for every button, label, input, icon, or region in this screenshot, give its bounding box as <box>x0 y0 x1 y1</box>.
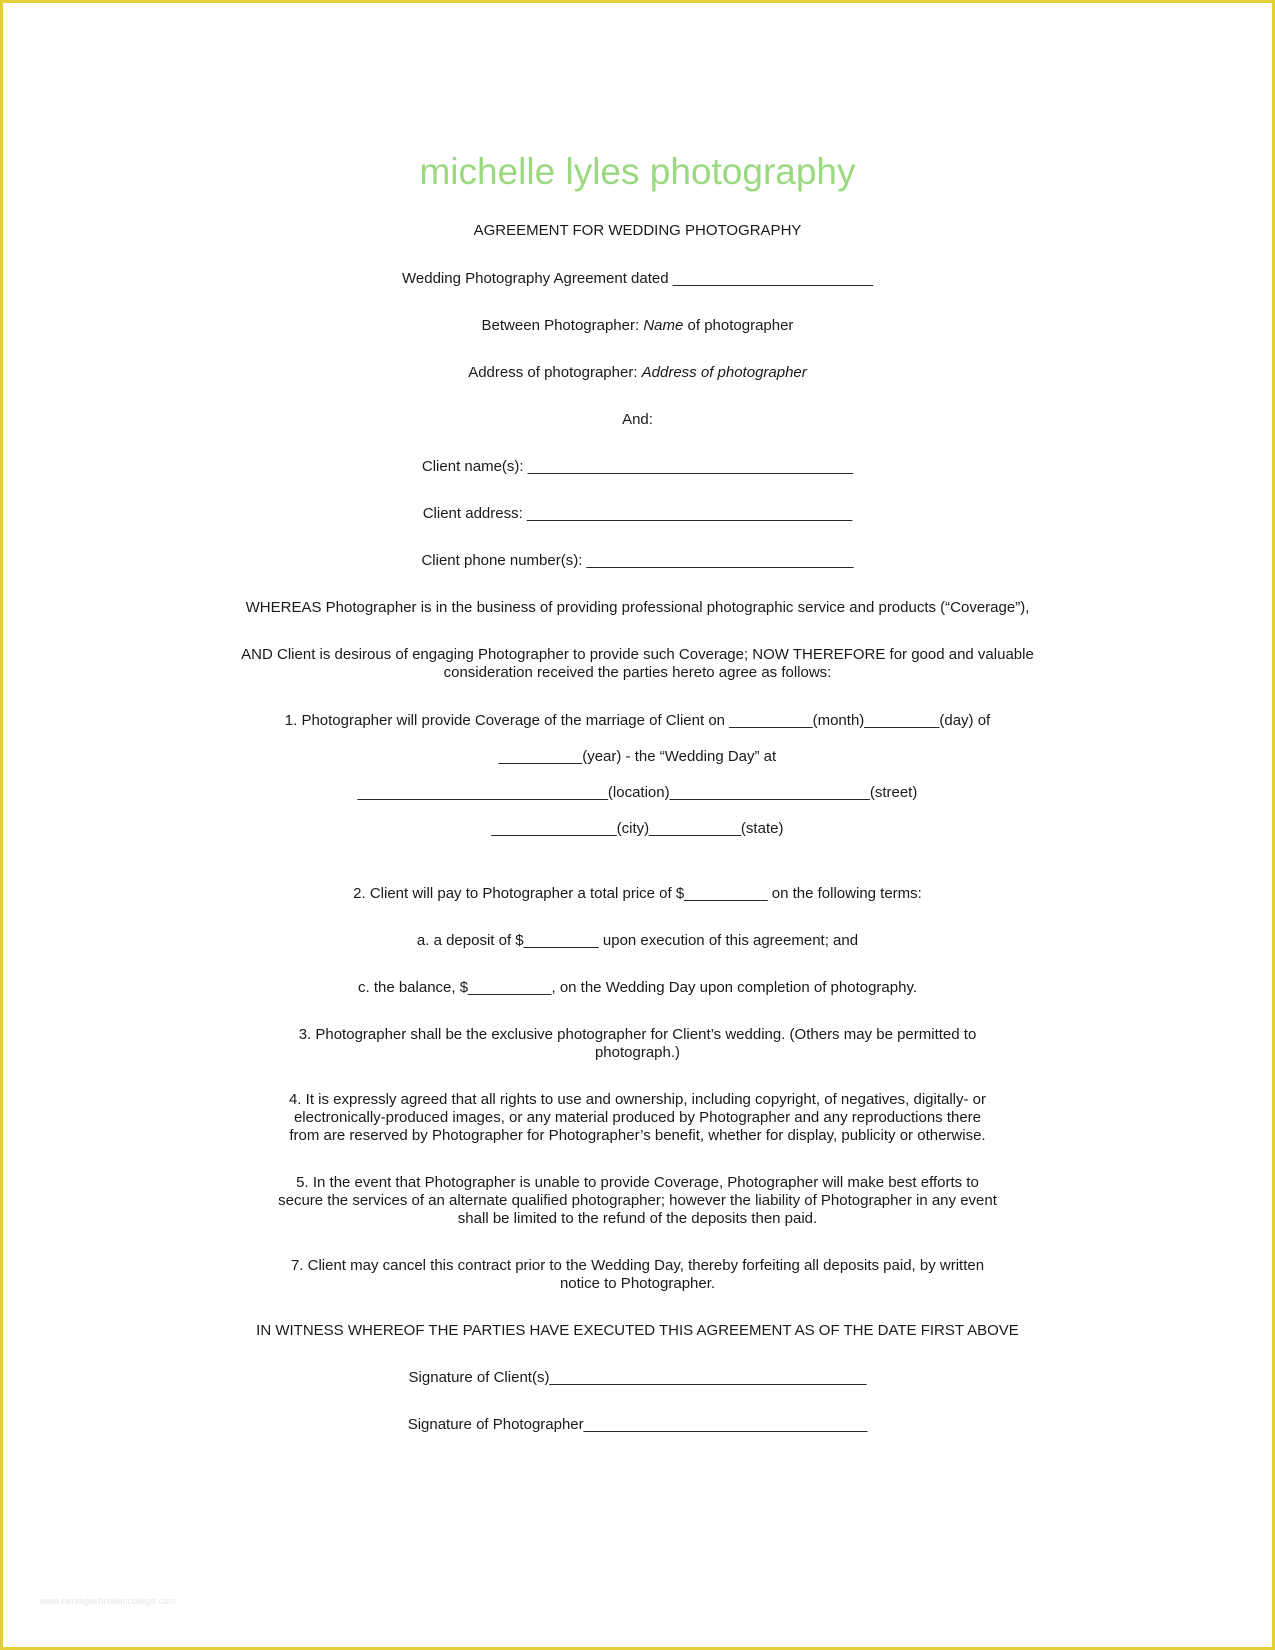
clause-1-line-4: _______________(city)___________(state) <box>491 820 784 837</box>
clause-3 <box>0 1026 1275 1062</box>
clause-4 <box>0 1091 1275 1145</box>
clause-1-line-2: __________(year) - the “Wedding Day” at <box>498 748 777 765</box>
brand-title: michelle lyles photography <box>419 151 856 192</box>
clause-5 <box>0 1174 1275 1228</box>
client-address-line: Client address: _______________________________________ <box>422 505 853 522</box>
clause-2a: a. a deposit of $_________ upon execution of this agreement; and <box>416 932 859 949</box>
between-italic: Name <box>643 317 684 334</box>
between-photographer-line <box>0 317 1275 335</box>
address-prefix: Address of photographer: <box>468 364 642 381</box>
clause-4-line-2: electronically-produced images, or any material produced by Photographer and any reproductions there <box>293 1109 982 1126</box>
signature-photographer-line: Signature of Photographer__________________________________ <box>407 1416 868 1433</box>
clause-1-line-1: 1. Photographer will provide Coverage of the marriage of Client on __________(month)_________(day) of <box>284 712 991 729</box>
clause-2c: c. the balance, $__________, on the Wedding Day upon completion of photography. <box>357 979 918 996</box>
between-prefix: Between Photographer: <box>481 317 644 334</box>
and-line: And: <box>622 411 653 428</box>
clause-3-line-1: 3. Photographer shall be the exclusive photographer for Client’s wedding. (Others may be permitted to <box>298 1026 977 1043</box>
whereas-paragraph: WHEREAS Photographer is in the business of providing professional photographic service and products (“Coverage”), <box>245 599 1030 616</box>
and-client-line-1: AND Client is desirous of engaging Photographer to provide such Coverage; NOW THEREFORE for good and valuable <box>241 646 1034 663</box>
clause-4-line-1: 4. It is expressly agreed that all rights to use and ownership, including copyright, of negatives, digitally- or <box>288 1091 987 1108</box>
witness-line: IN WITNESS WHEREOF THE PARTIES HAVE EXECUTED THIS AGREEMENT AS OF THE DATE FIRST ABOVE <box>256 1322 1019 1339</box>
between-suffix: of photographer <box>683 317 794 334</box>
clause-3-line-2: photograph.) <box>594 1044 681 1061</box>
client-phone-line: Client phone number(s): ________________________________ <box>421 552 854 569</box>
and-client-paragraph <box>0 646 1275 682</box>
clause-5-line-2: secure the services of an alternate qualified photographer; however the liability of Photographer in any event <box>278 1192 997 1209</box>
address-photographer-line <box>0 364 1275 382</box>
clause-2: 2. Client will pay to Photographer a total price of $__________ on the following terms: <box>353 885 922 902</box>
clause-1-line-3: ______________________________(location)________________________(street) <box>357 784 918 801</box>
address-italic: Address of photographer <box>641 364 807 381</box>
client-name-line: Client name(s): _______________________________________ <box>421 458 854 475</box>
clause-4-line-3: from are reserved by Photographer for Photographer’s benefit, whether for display, publicity or otherwise. <box>289 1127 986 1144</box>
clause-7 <box>0 1257 1275 1293</box>
clause-5-line-3: shall be limited to the refund of the deposits then paid. <box>457 1210 818 1227</box>
clause-7-line-2: notice to Photographer. <box>559 1275 716 1292</box>
signature-client-line: Signature of Client(s)______________________________________ <box>408 1369 867 1386</box>
watermark-text: www.heritagechristiancollege.com <box>40 1596 176 1606</box>
clause-7-line-1: 7. Client may cancel this contract prior to the Wedding Day, thereby forfeiting all deposits paid, by written <box>290 1257 985 1274</box>
clause-5-line-1: 5. In the event that Photographer is unable to provide Coverage, Photographer will make best efforts to <box>296 1174 979 1191</box>
and-client-line-2: consideration received the parties hereto agree as follows: <box>443 664 832 681</box>
agreement-dated-line: Wedding Photography Agreement dated ________________________ <box>402 270 873 287</box>
agreement-title: AGREEMENT FOR WEDDING PHOTOGRAPHY <box>473 222 802 239</box>
